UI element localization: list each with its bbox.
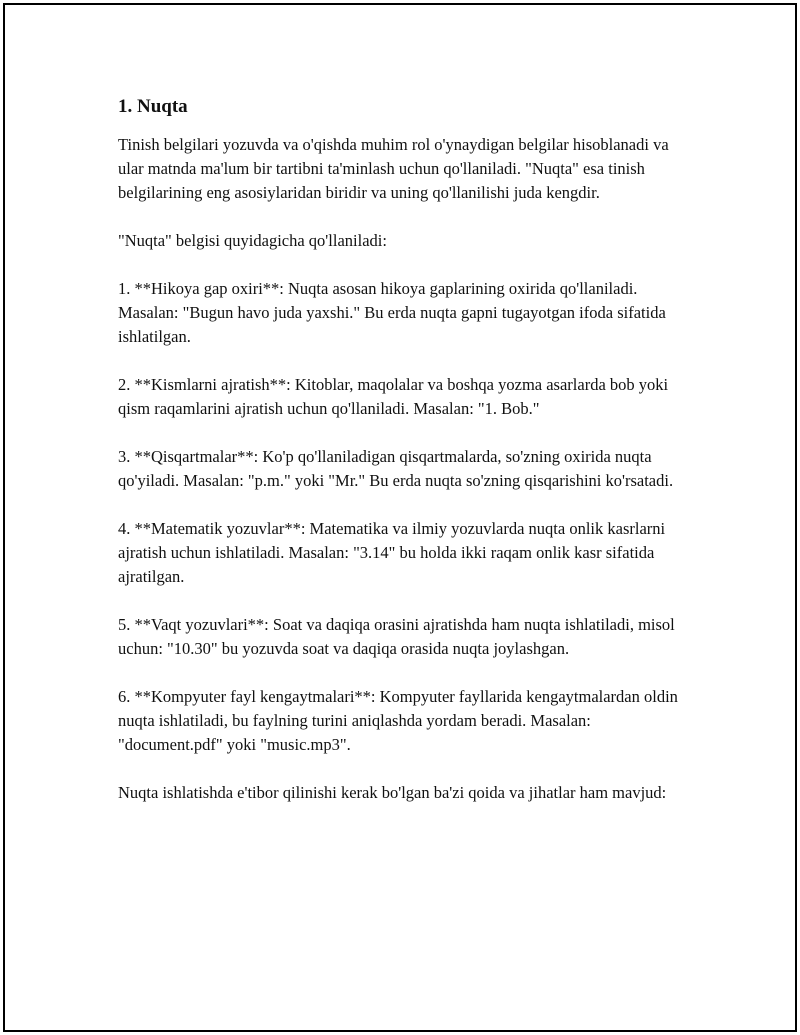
document-body <box>118 95 690 829</box>
paragraph-item-1: 1. **Hikoya gap oxiri**: Nuqta asosan hikoya gaplarining oxirida qo'llaniladi. Masalan: "Bugun havo juda yaxshi." Bu erda nuqta gapni tugayotgan ifoda sifatida ishlatilgan. <box>118 279 666 346</box>
paragraph-closing: Nuqta ishlatishda e'tibor qilinishi kerak bo'lgan ba'zi qoida va jihatlar ham mavjud: <box>118 783 667 802</box>
paragraph-usage-lead: "Nuqta" belgisi quyidagicha qo'llaniladi: <box>118 231 387 250</box>
paragraph-intro: Tinish belgilari yozuvda va o'qishda muhim rol o'ynaydigan belgilar hisoblanadi va ular matnda ma'lum bir tartibni ta'minlash uchun qo'llaniladi. "Nuqta" esa tinish belgilarining eng asosiylaridan biridir va uning qo'llanilishi juda kengdir. <box>118 135 669 202</box>
paragraph-item-6: 6. **Kompyuter fayl kengaytmalari**: Kompyuter fayllarida kengaytmalardan oldin nuqta ishlatiladi, bu faylning turini aniqlashda yordam beradi. Masalan: "document.pdf" yoki "music.mp3". <box>118 687 678 754</box>
paragraph-item-4: 4. **Matematik yozuvlar**: Matematika va ilmiy yozuvlarda nuqta onlik kasrlarni ajratish uchun ishlatiladi. Masalan: "3.14" bu holda ikki raqam onlik kasr sifatida ajratilgan. <box>118 519 666 586</box>
section-heading: 1. Nuqta <box>118 96 188 117</box>
paragraph-item-3: 3. **Qisqartmalar**: Ko'p qo'llaniladigan qisqartmalarda, so'zning oxirida nuqta qo'yiladi. Masalan: "p.m." yoki "Mr." Bu erda nuqta so'zning qisqarishini ko'rsatadi. <box>118 447 674 490</box>
paragraph-item-5: 5. **Vaqt yozuvlari**: Soat va daqiqa orasini ajratishda ham nuqta ishlatiladi, misol uchun: "10.30" bu yozuvda soat va daqiqa orasida nuqta joylashgan. <box>118 615 675 658</box>
paragraph-item-2: 2. **Kismlarni ajratish**: Kitoblar, maqolalar va boshqa yozma asarlarda bob yoki qism raqamlarini ajratish uchun qo'llaniladi. Masalan: "1. Bob." <box>118 375 669 418</box>
